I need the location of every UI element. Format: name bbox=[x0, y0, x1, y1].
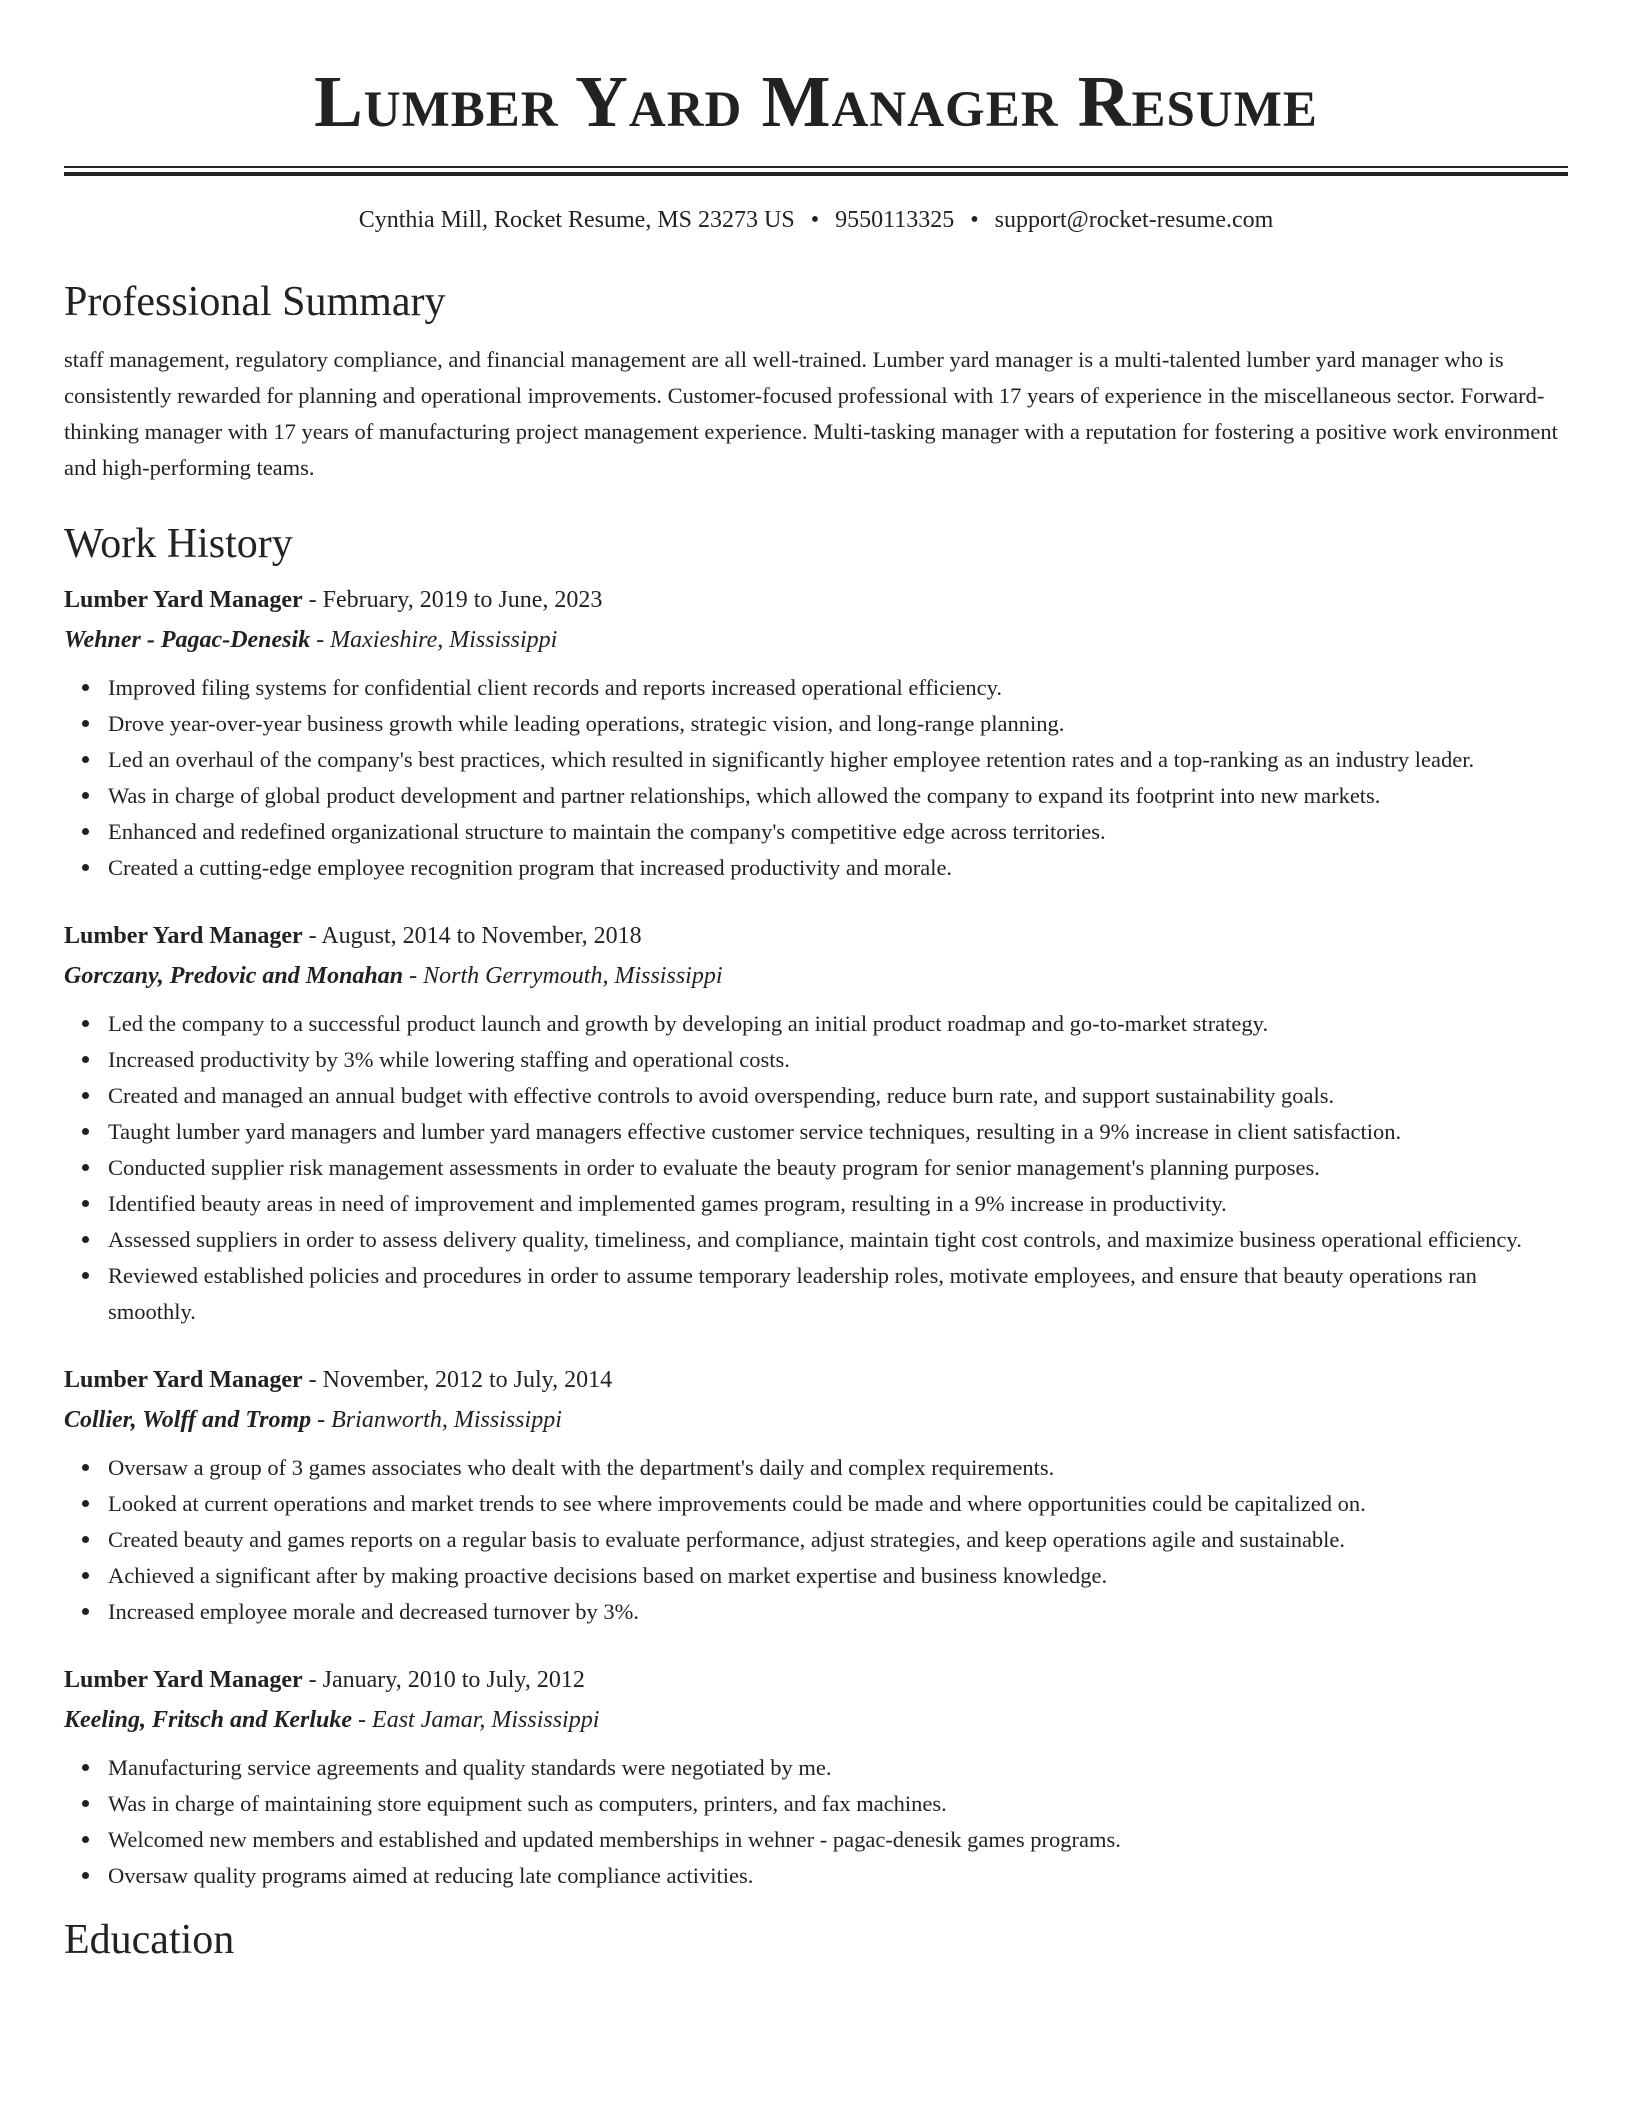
summary-text: staff management, regulatory compliance, and financial management are all well-trained. Lumber yard manager is a multi-talented lumber yard manager who is consistently rewarded for planning and operational improvements. Customer-focused professional with 17 years of experience in the miscellaneous sector. Forward-thinking manager with 17 years of manufacturing project management experience. Multi-tasking manager with a reputation for fostering a positive work environment and high-performing teams. bbox=[64, 347, 1558, 480]
duty-text: Taught lumber yard managers and lumber yard managers effective customer service techniques, resulting in a 9% increase in client satisfaction. bbox=[108, 1119, 1402, 1144]
duty-text: Achieved a significant after by making proactive decisions based on market expertise and business knowledge. bbox=[108, 1563, 1108, 1588]
duty-text: Enhanced and redefined organizational structure to maintain the company's competitive edge across territories. bbox=[108, 819, 1106, 844]
duty-text: Oversaw quality programs aimed at reducing late compliance activities. bbox=[108, 1863, 754, 1888]
duty-text: Welcomed new members and established and updated memberships in wehner - pagac-denesik games programs. bbox=[108, 1827, 1121, 1852]
company-name: Wehner - Pagac-Denesik bbox=[64, 627, 311, 653]
contact-address: Cynthia Mill, Rocket Resume, MS 23273 US bbox=[358, 207, 795, 233]
bullet-icon bbox=[82, 1500, 89, 1507]
contact-separator: • bbox=[970, 207, 979, 233]
duty-text: Drove year-over-year business growth while leading operations, strategic vision, and long-range planning. bbox=[108, 711, 1065, 736]
bullet-icon bbox=[82, 1164, 89, 1171]
list-item bbox=[108, 1822, 1568, 1858]
duty-text: Assessed suppliers in order to assess delivery quality, timeliness, and compliance, maintain tight cost controls, and maximize business operational efficiency. bbox=[108, 1227, 1522, 1252]
job-title-line bbox=[64, 916, 1568, 956]
duty-text: Looked at current operations and market trends to see where improvements could be made and where opportunities could be capitalized on. bbox=[108, 1491, 1366, 1516]
education-heading: Education bbox=[64, 1917, 235, 1963]
duty-text: Increased productivity by 3% while lowering staffing and operational costs. bbox=[108, 1047, 790, 1072]
duty-text: Was in charge of global product development and partner relationships, which allowed the company to expand its footprint into new markets. bbox=[108, 783, 1381, 808]
bullet-icon bbox=[82, 1872, 89, 1879]
bullet-icon bbox=[82, 720, 89, 727]
job-entry bbox=[64, 1360, 1568, 1630]
list-item bbox=[108, 1786, 1568, 1822]
job-title-line bbox=[64, 580, 1568, 620]
bullet-icon bbox=[82, 1128, 89, 1135]
list-item bbox=[108, 1186, 1568, 1222]
duty-text: Created beauty and games reports on a regular basis to evaluate performance, adjust strategies, and keep operations agile and sustainable. bbox=[108, 1527, 1346, 1552]
job-title: Lumber Yard Manager bbox=[64, 1367, 303, 1393]
job-title: Lumber Yard Manager bbox=[64, 1667, 303, 1693]
job-duties-list bbox=[64, 1006, 1568, 1330]
bullet-icon bbox=[82, 1536, 89, 1543]
list-item bbox=[108, 1114, 1568, 1150]
company-line bbox=[64, 1400, 1568, 1440]
list-item bbox=[108, 1594, 1568, 1630]
company-line bbox=[64, 1700, 1568, 1740]
list-item bbox=[108, 1486, 1568, 1522]
bullet-icon bbox=[82, 1764, 89, 1771]
company-name: Collier, Wolff and Tromp bbox=[64, 1407, 312, 1433]
duty-text: Created a cutting-edge employee recognition program that increased productivity and morale. bbox=[108, 855, 953, 880]
duty-text: Improved filing systems for confidential client records and reports increased operational efficiency. bbox=[108, 675, 1003, 700]
job-entry bbox=[64, 1660, 1568, 1894]
company-name: Keeling, Fritsch and Kerluke bbox=[64, 1707, 353, 1733]
company-location: - East Jamar, Mississippi bbox=[352, 1707, 600, 1733]
bullet-icon bbox=[82, 792, 89, 799]
job-entry bbox=[64, 916, 1568, 1330]
company-location: - Brianworth, Mississippi bbox=[311, 1407, 562, 1433]
duty-text: Identified beauty areas in need of improvement and implemented games program, resulting in a 9% increase in productivity. bbox=[108, 1191, 1227, 1216]
bullet-icon bbox=[82, 1464, 89, 1471]
list-item bbox=[108, 1258, 1568, 1330]
job-title-line bbox=[64, 1660, 1568, 1700]
list-item bbox=[108, 1006, 1568, 1042]
work-history-list bbox=[64, 580, 1568, 1894]
list-item bbox=[108, 1450, 1568, 1486]
job-title: Lumber Yard Manager bbox=[64, 587, 303, 613]
bullet-icon bbox=[82, 1572, 89, 1579]
duty-text: Led the company to a successful product launch and growth by developing an initial product roadmap and go-to-market strategy. bbox=[108, 1011, 1269, 1036]
bullet-icon bbox=[82, 1200, 89, 1207]
list-item bbox=[108, 1042, 1568, 1078]
duty-text: Increased employee morale and decreased turnover by 3%. bbox=[108, 1599, 640, 1624]
company-location: - North Gerrymouth, Mississippi bbox=[403, 963, 723, 989]
job-dates: - November, 2012 to July, 2014 bbox=[302, 1367, 613, 1393]
job-dates: - February, 2019 to June, 2023 bbox=[302, 587, 603, 613]
duty-text: Created and managed an annual budget with effective controls to avoid overspending, reduce burn rate, and support sustainability goals. bbox=[108, 1083, 1335, 1108]
bullet-icon bbox=[82, 828, 89, 835]
list-item bbox=[108, 814, 1568, 850]
list-item bbox=[108, 1750, 1568, 1786]
duty-text: Led an overhaul of the company's best practices, which resulted in significantly higher employee retention rates and a top-ranking as an industry leader. bbox=[108, 747, 1475, 772]
list-item bbox=[108, 1078, 1568, 1114]
list-item bbox=[108, 742, 1568, 778]
list-item bbox=[108, 1858, 1568, 1894]
bullet-icon bbox=[82, 756, 89, 763]
bullet-icon bbox=[82, 1092, 89, 1099]
duty-text: Oversaw a group of 3 games associates who dealt with the department's daily and complex requirements. bbox=[108, 1455, 1055, 1480]
contact-email: support@rocket-resume.com bbox=[994, 207, 1274, 233]
list-item bbox=[108, 706, 1568, 742]
job-duties-list bbox=[64, 1450, 1568, 1630]
list-item bbox=[108, 778, 1568, 814]
job-duties-list bbox=[64, 1750, 1568, 1894]
list-item bbox=[108, 1150, 1568, 1186]
list-item bbox=[108, 1522, 1568, 1558]
list-item bbox=[108, 1558, 1568, 1594]
job-entry bbox=[64, 580, 1568, 886]
company-line bbox=[64, 956, 1568, 996]
resume-title: Lumber Yard Manager Resume bbox=[314, 61, 1318, 142]
job-title: Lumber Yard Manager bbox=[64, 923, 303, 949]
duty-text: Manufacturing service agreements and quality standards were negotiated by me. bbox=[108, 1755, 832, 1780]
bullet-icon bbox=[82, 1020, 89, 1027]
job-duties-list bbox=[64, 670, 1568, 886]
duty-text: Conducted supplier risk management assessments in order to evaluate the beauty program for senior management's planning purposes. bbox=[108, 1155, 1320, 1180]
company-location: - Maxieshire, Mississippi bbox=[310, 627, 558, 653]
bullet-icon bbox=[82, 864, 89, 871]
work-history-heading: Work History bbox=[64, 521, 293, 567]
contact-line bbox=[64, 204, 1568, 236]
list-item bbox=[108, 1222, 1568, 1258]
summary-heading: Professional Summary bbox=[64, 279, 446, 325]
bullet-icon bbox=[82, 1056, 89, 1063]
contact-phone: 9550113325 bbox=[835, 207, 955, 233]
job-dates: - August, 2014 to November, 2018 bbox=[302, 923, 642, 949]
company-line bbox=[64, 620, 1568, 660]
title-divider bbox=[64, 166, 1568, 176]
job-title-line bbox=[64, 1360, 1568, 1400]
bullet-icon bbox=[82, 1800, 89, 1807]
job-dates: - January, 2010 to July, 2012 bbox=[302, 1667, 585, 1693]
list-item bbox=[108, 850, 1568, 886]
duty-text: Reviewed established policies and procedures in order to assume temporary leadership roles, motivate employees, and ensure that beauty operations ran smoothly. bbox=[108, 1263, 1477, 1324]
bullet-icon bbox=[82, 1608, 89, 1615]
bullet-icon bbox=[82, 1836, 89, 1843]
contact-separator: • bbox=[810, 207, 820, 233]
duty-text: Was in charge of maintaining store equipment such as computers, printers, and fax machines. bbox=[108, 1791, 947, 1816]
bullet-icon bbox=[82, 1236, 89, 1243]
list-item bbox=[108, 670, 1568, 706]
bullet-icon bbox=[82, 1272, 89, 1279]
company-name: Gorczany, Predovic and Monahan bbox=[64, 963, 404, 989]
bullet-icon bbox=[82, 684, 89, 691]
